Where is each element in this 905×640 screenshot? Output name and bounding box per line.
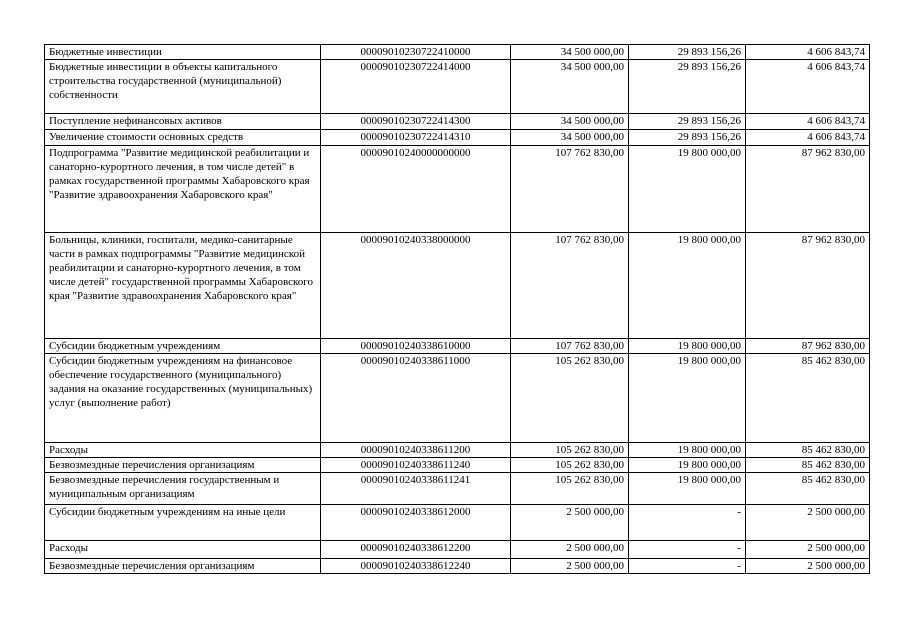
row-unexecuted: 85 462 830,00 [746,473,870,505]
row-name: Увеличение стоимости основных средств [45,130,321,146]
row-executed: - [629,559,746,574]
row-code: 00009010230722414300 [321,114,511,130]
row-approved: 107 762 830,00 [511,233,629,339]
table-row [45,458,870,473]
row-approved: 107 762 830,00 [511,146,629,233]
table-row [45,146,870,233]
row-executed: 19 800 000,00 [629,458,746,473]
budget-expenditure-table [44,44,870,574]
row-unexecuted: 87 962 830,00 [746,146,870,233]
row-executed: 19 800 000,00 [629,233,746,339]
table-row [45,60,870,114]
row-code: 00009010240338611241 [321,473,511,505]
row-approved: 34 500 000,00 [511,114,629,130]
row-code: 00009010230722410000 [321,45,511,60]
row-approved: 105 262 830,00 [511,473,629,505]
row-code: 00009010240338610000 [321,339,511,354]
row-unexecuted: 4 606 843,74 [746,130,870,146]
row-approved: 34 500 000,00 [511,130,629,146]
row-executed: 29 893 156,26 [629,130,746,146]
row-executed: 19 800 000,00 [629,443,746,458]
row-unexecuted: 4 606 843,74 [746,114,870,130]
table-row [45,541,870,559]
row-executed: 19 800 000,00 [629,473,746,505]
row-code: 00009010240338000000 [321,233,511,339]
table-row [45,114,870,130]
row-code: 00009010240338612240 [321,559,511,574]
row-unexecuted: 2 500 000,00 [746,541,870,559]
table-row [45,473,870,505]
row-name: Подпрограмма "Развитие медицинской реабилитации и санаторно-курортного лечения, в том числе детей" в рамках государственной программы Хабаровского края "Развитие здравоохранения Хабаровского края" [45,146,321,233]
table-row [45,233,870,339]
row-unexecuted: 4 606 843,74 [746,60,870,114]
row-name: Субсидии бюджетным учреждениям на финансовое обеспечение государственного (муниципального) задания на оказание государственных (муниципальных) услуг (выполнение работ) [45,354,321,443]
table-row [45,559,870,574]
row-unexecuted: 85 462 830,00 [746,458,870,473]
row-unexecuted: 87 962 830,00 [746,339,870,354]
row-code: 00009010230722414000 [321,60,511,114]
row-executed: - [629,541,746,559]
row-name: Поступление нефинансовых активов [45,114,321,130]
row-executed: 29 893 156,26 [629,60,746,114]
row-approved: 2 500 000,00 [511,559,629,574]
row-name: Больницы, клиники, госпитали, медико-санитарные части в рамках подпрограммы "Развитие медицинской реабилитации и санаторно-курортного лечения, в том числе детей" государственной программы Хабаровского края "Развитие здравоохранения Хабаровского края" [45,233,321,339]
row-code: 00009010240338611000 [321,354,511,443]
row-approved: 107 762 830,00 [511,339,629,354]
row-approved: 2 500 000,00 [511,541,629,559]
table-row [45,354,870,443]
row-approved: 105 262 830,00 [511,458,629,473]
row-code: 00009010240000000000 [321,146,511,233]
row-name: Безвозмездные перечисления организациям [45,559,321,574]
row-approved: 2 500 000,00 [511,505,629,541]
row-executed: 19 800 000,00 [629,339,746,354]
row-executed: 19 800 000,00 [629,146,746,233]
row-name: Субсидии бюджетным учреждениям [45,339,321,354]
budget-report-page [44,44,869,574]
row-name: Безвозмездные перечисления государственным и муниципальным организациям [45,473,321,505]
row-executed: - [629,505,746,541]
row-name: Бюджетные инвестиции в объекты капитального строительства государственной (муниципальной) собственности [45,60,321,114]
row-unexecuted: 2 500 000,00 [746,505,870,541]
row-name: Безвозмездные перечисления организациям [45,458,321,473]
row-code: 00009010240338611240 [321,458,511,473]
row-code: 00009010240338611200 [321,443,511,458]
row-name: Расходы [45,541,321,559]
row-approved: 105 262 830,00 [511,443,629,458]
row-executed: 29 893 156,26 [629,114,746,130]
row-code: 00009010240338612000 [321,505,511,541]
row-approved: 105 262 830,00 [511,354,629,443]
row-unexecuted: 87 962 830,00 [746,233,870,339]
table-row [45,339,870,354]
row-unexecuted: 4 606 843,74 [746,45,870,60]
table-row [45,443,870,458]
row-name: Субсидии бюджетным учреждениям на иные цели [45,505,321,541]
row-approved: 34 500 000,00 [511,45,629,60]
row-code: 00009010240338612200 [321,541,511,559]
table-row [45,130,870,146]
row-executed: 19 800 000,00 [629,354,746,443]
row-unexecuted: 85 462 830,00 [746,354,870,443]
row-code: 00009010230722414310 [321,130,511,146]
row-unexecuted: 85 462 830,00 [746,443,870,458]
table-row [45,505,870,541]
row-name: Бюджетные инвестиции [45,45,321,60]
row-name: Расходы [45,443,321,458]
row-approved: 34 500 000,00 [511,60,629,114]
row-unexecuted: 2 500 000,00 [746,559,870,574]
row-executed: 29 893 156,26 [629,45,746,60]
table-row [45,45,870,60]
